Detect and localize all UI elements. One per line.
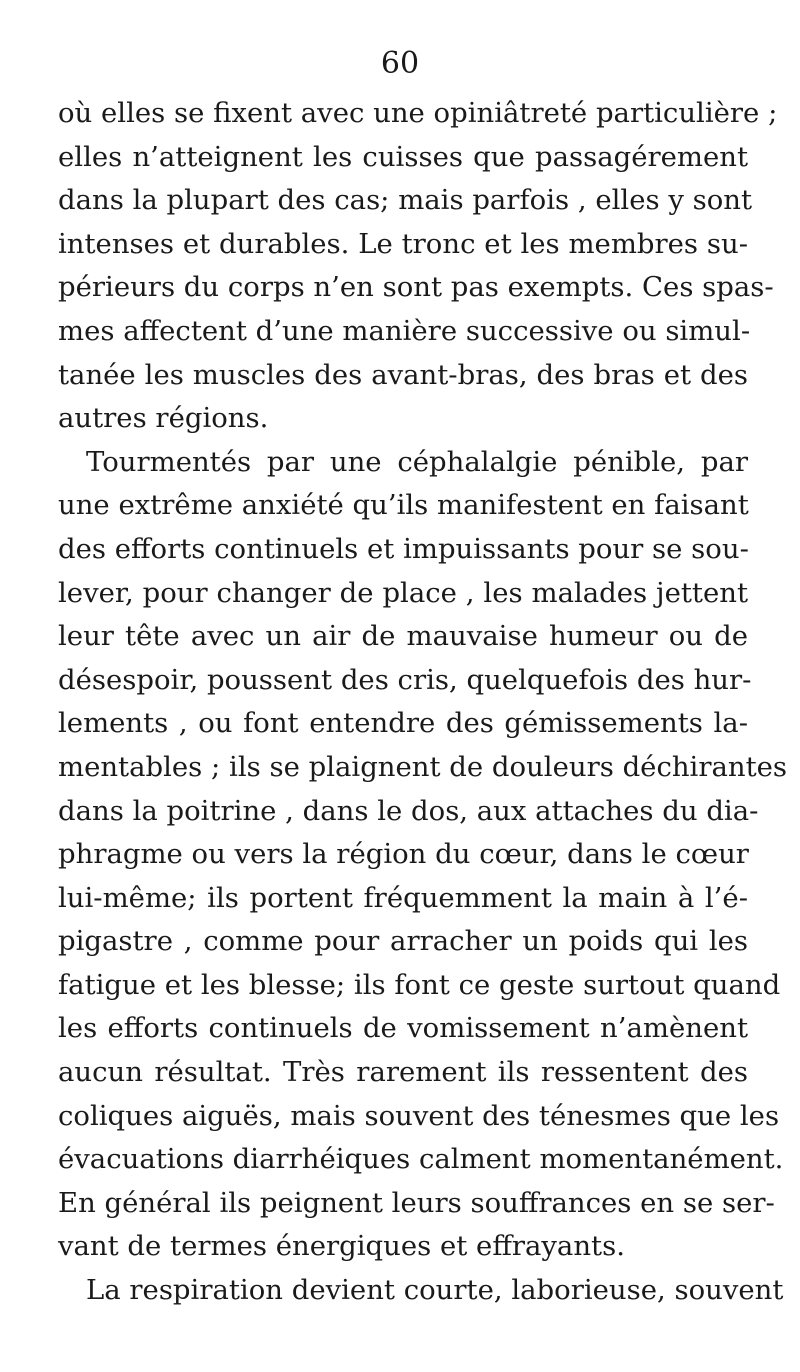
text-line: elles n’atteignent les cuisses que passagérement — [58, 140, 748, 173]
text-line: leur tête avec un air de mauvaise humeur ou de — [58, 620, 748, 653]
text-line: où elles se fixent avec une opiniâtreté particulière ; — [58, 97, 778, 129]
page-number: 60 — [380, 46, 420, 81]
text-line: phragme ou vers la région du cœur, dans le cœur — [58, 838, 749, 871]
text-line: des efforts continuels et impuissants pour se sou- — [58, 532, 749, 565]
text-line: lever, pour changer de place , les malades jettent — [58, 576, 748, 609]
body-text — [58, 92, 788, 1313]
text-line: périeurs du corps n’en sont pas exempts. Ces spas- — [58, 271, 774, 304]
text-line: coliques aiguës, mais souvent des ténesmes que les — [58, 1099, 780, 1132]
text-line: dans la plupart des cas; mais parfois , elles y sont — [58, 184, 753, 217]
text-line: mes affectent d’une manière successive ou simul- — [58, 314, 751, 347]
text-line: dans la poitrine , dans le dos, aux attaches du dia- — [58, 794, 759, 827]
text-line: intenses et durables. Le tronc et les membres su- — [58, 227, 748, 260]
text-line: mentables ; ils se plaignent de douleurs déchirantes — [58, 750, 788, 783]
text-line: vant de termes énergiques et effrayants. — [58, 1230, 625, 1263]
text-line: Tourmentés par une céphalalgie pénible, par — [86, 445, 748, 478]
text-line: tanée les muscles des avant-bras, des bras et des — [58, 358, 748, 391]
text-line: En général ils peignent leurs souffrances en se ser- — [58, 1186, 775, 1219]
text-line: désespoir, poussent des cris, quelquefois des hur- — [58, 663, 752, 696]
text-line: pigastre , comme pour arracher un poids qui les — [58, 925, 748, 958]
text-line: une extrême anxiété qu’ils manifestent en faisant — [58, 489, 749, 522]
text-line: évacuations diarrhéiques calment momentanément. — [58, 1143, 784, 1176]
text-line: La respiration devient courte, laborieuse, souvent — [86, 1274, 784, 1307]
text-line: autres régions. — [58, 402, 269, 435]
text-line: les efforts continuels de vomissement n’amènent — [58, 1012, 748, 1045]
text-line: aucun résultat. Très rarement ils ressentent des — [58, 1056, 748, 1089]
text-line: fatigue et les blesse; ils font ce geste surtout quand — [58, 968, 781, 1001]
text-line: lui-même; ils portent fréquemment la main à l’é- — [58, 881, 748, 914]
text-line: lements , ou font entendre des gémissements la- — [58, 707, 748, 740]
